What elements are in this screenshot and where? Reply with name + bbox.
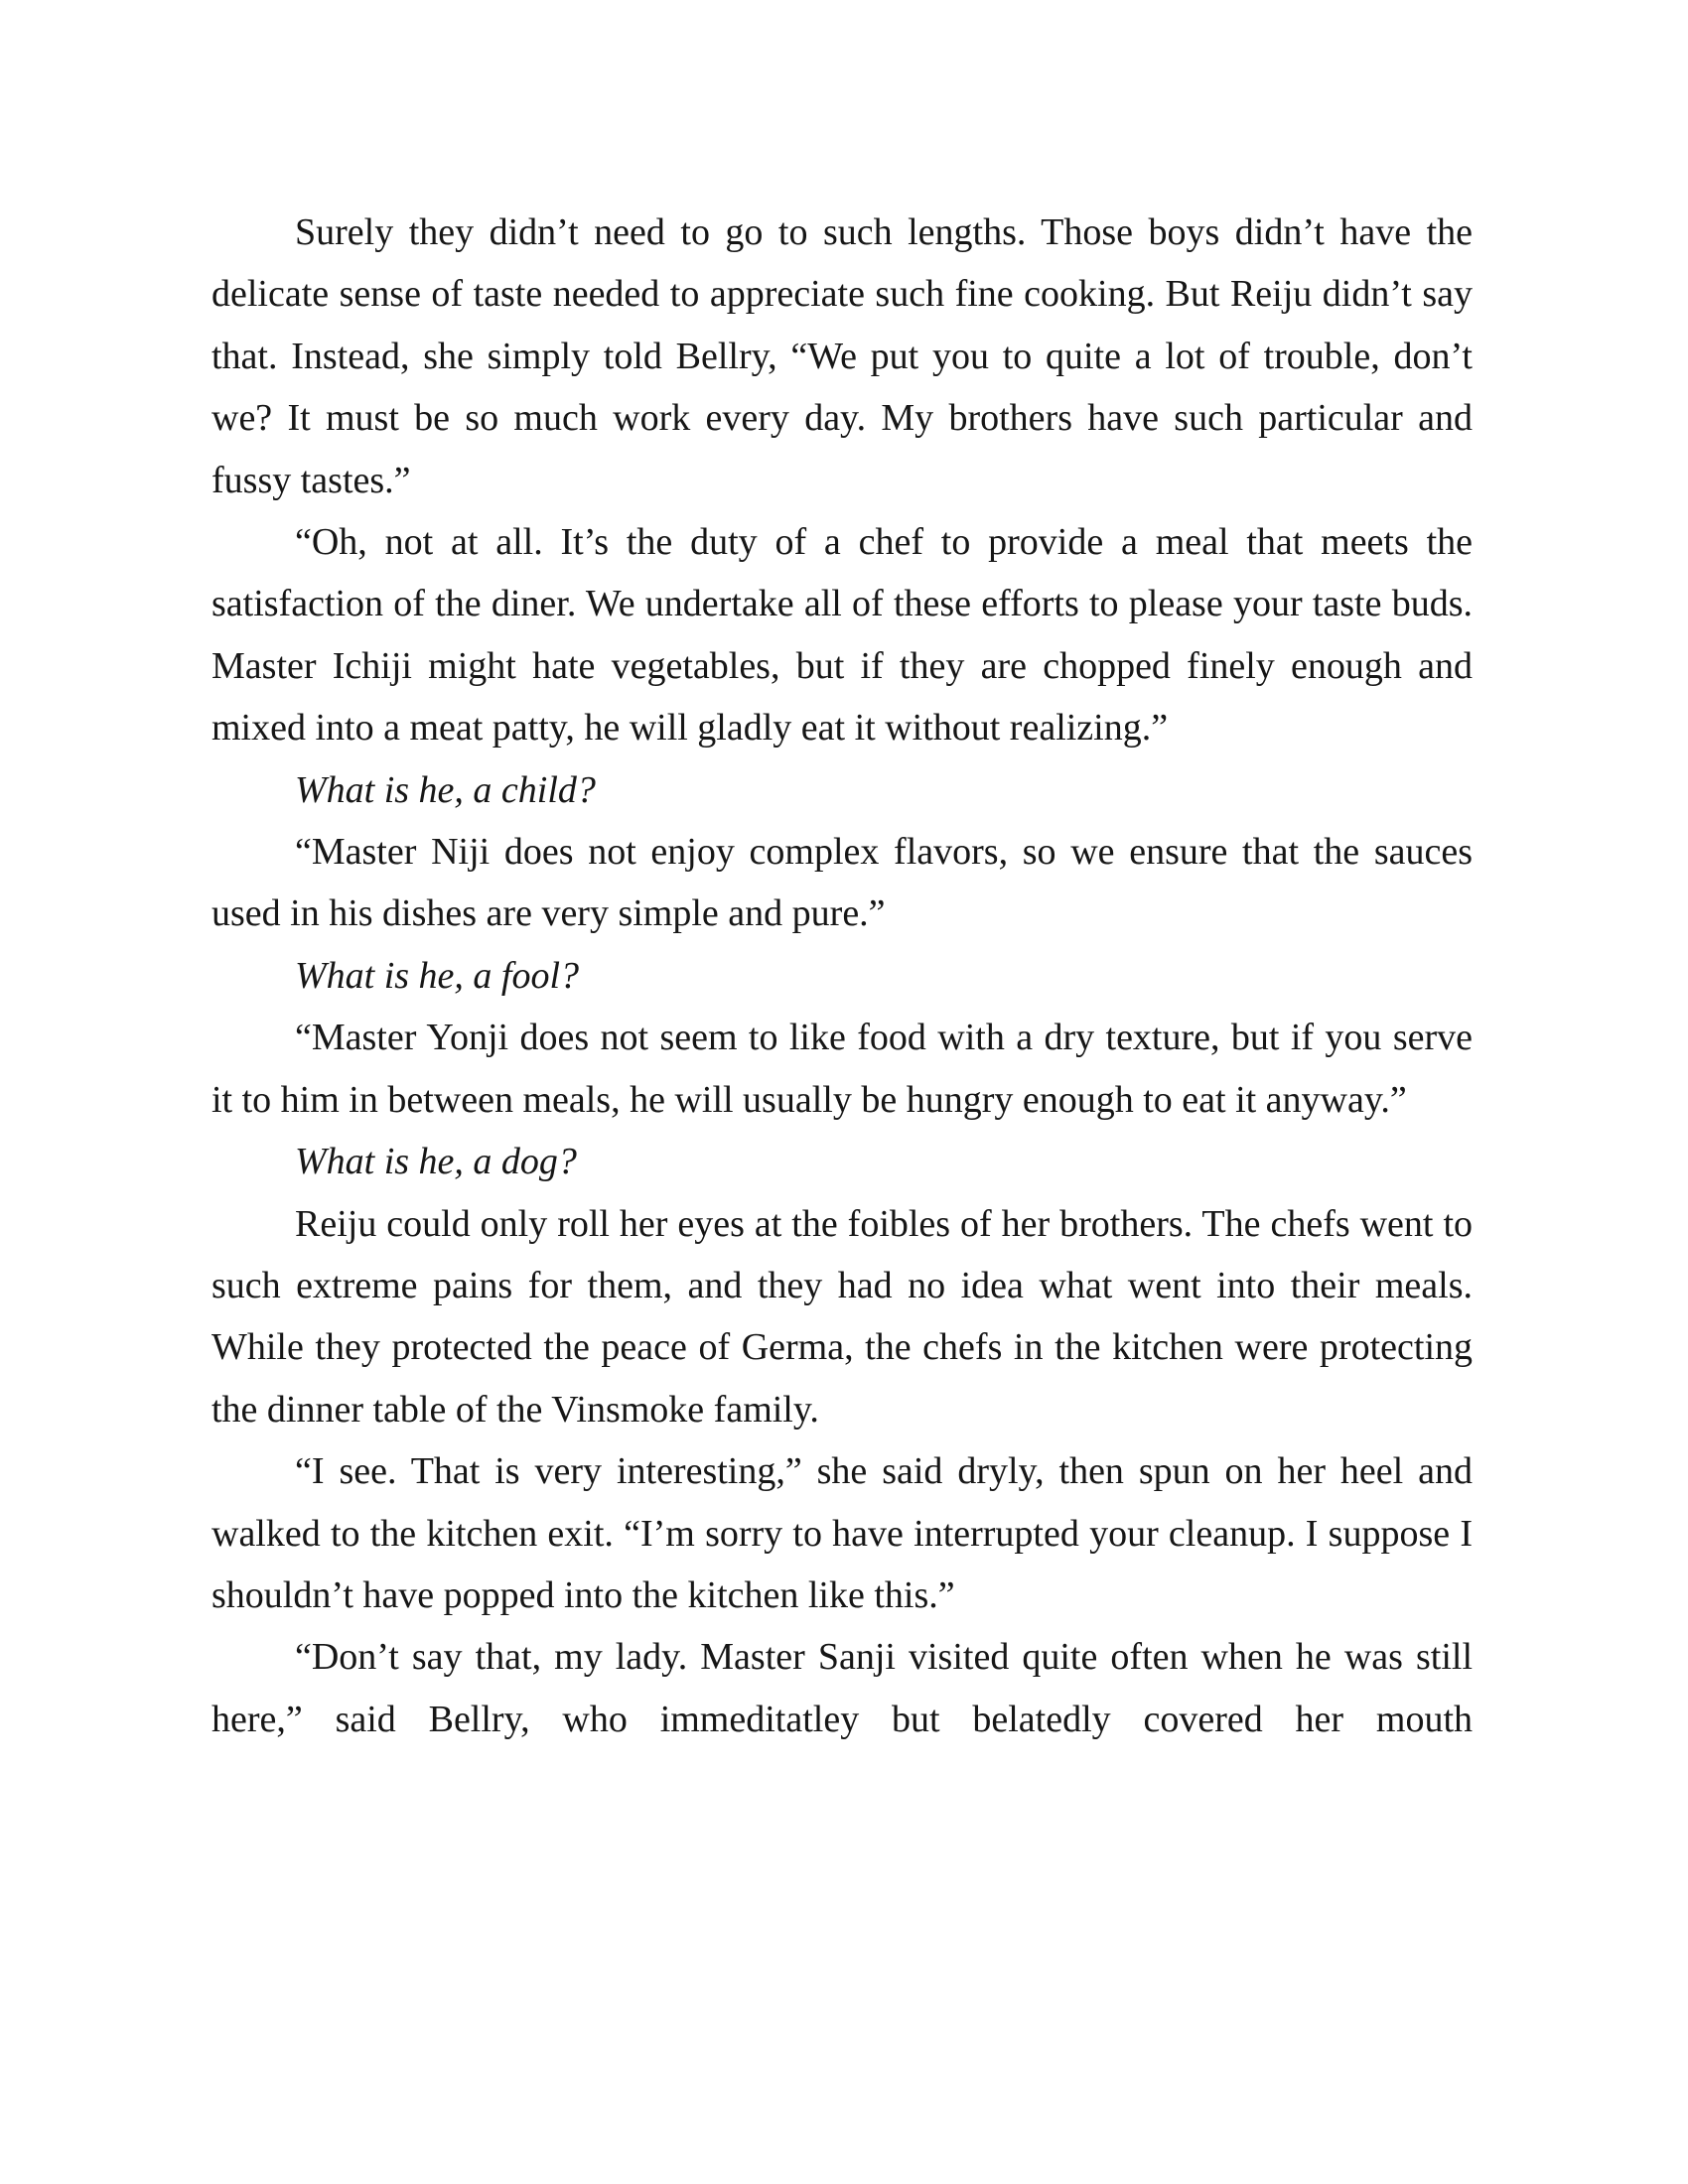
paragraph: “Oh, not at all. It’s the duty of a chef to provide a meal that meets the satisfaction of the diner. We undertake all of these efforts to please your taste buds. Master Ichiji might hate vegetables, but if they are chopped finely enough and mixed into a meat patty, he will gladly eat it without realizing.” — [211, 521, 1473, 750]
paragraph: Surely they didn’t need to go to such lengths. Those boys didn’t have the delicate sense of taste needed to appreciate such fine cooking. But Reiju didn’t say that. Instead, she simply told Bellry, “We put you to quite a lot of trouble, don’t we? It must be so much work every day. My brothers have such particular and fussy tastes.” — [211, 211, 1473, 501]
italic-thought: What is he, a fool? — [295, 954, 580, 997]
paragraph-continued: “Don’t say that, my lady. Master Sanji visited quite often when he was still here,” said Bellry, who immeditatley but belatedly covered her mouth — [211, 1636, 1473, 1740]
paragraph: “I see. That is very interesting,” she said dryly, then spun on her heel and walked to the kitchen exit. “I’m sorry to have interrupted your cleanup. I suppose I shouldn’t have popped into the kitchen like this.” — [211, 1450, 1473, 1616]
page-body — [211, 202, 1473, 1750]
paragraph: “Master Niji does not enjoy complex flavors, so we ensure that the sauces used in his dishes are very simple and pure.” — [211, 831, 1473, 935]
paragraph: Reiju could only roll her eyes at the foibles of her brothers. The chefs went to such extreme pains for them, and they had no idea what went into their meals. While they protected the peace of Germa, the chefs in the kitchen were protecting the dinner table of the Vinsmoke family. — [211, 1202, 1473, 1431]
paragraph: “Master Yonji does not seem to like food with a dry texture, but if you serve it to him in between meals, he will usually be hungry enough to eat it anyway.” — [211, 1017, 1473, 1121]
italic-thought: What is he, a dog? — [295, 1141, 577, 1183]
italic-thought: What is he, a child? — [295, 768, 596, 811]
